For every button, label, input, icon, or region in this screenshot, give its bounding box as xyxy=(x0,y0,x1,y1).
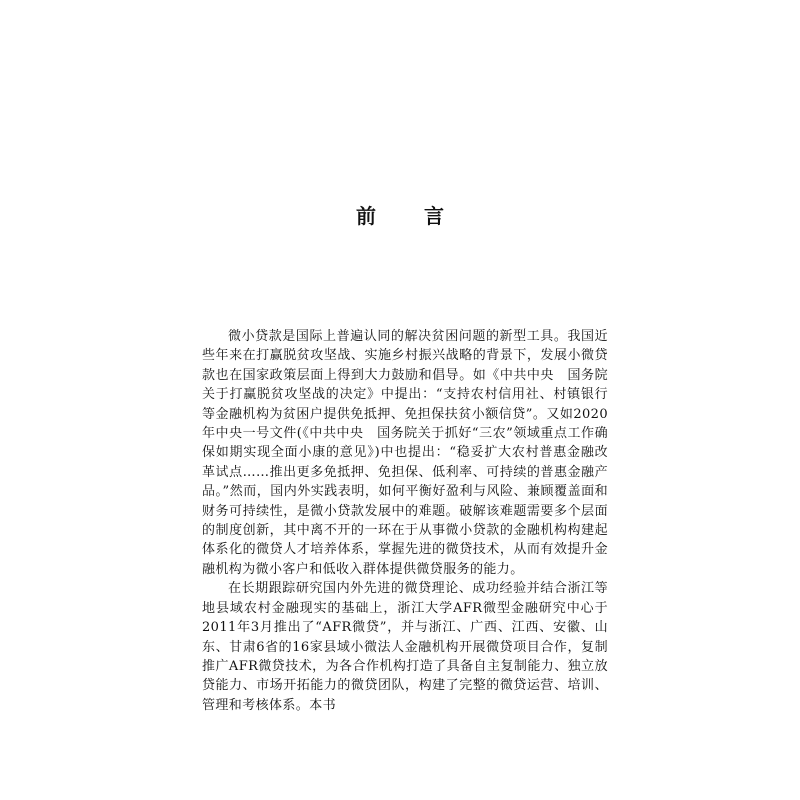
paragraph-1: 微小贷款是国际上普遍认同的解决贫困问题的新型工具。我国近些年来在打赢脱贫攻坚战、实施乡村振兴战略的背景下，发展小微贷款也在国家政策层面上得到大力鼓励和倡导。如《中共中央 国务院关于打赢脱贫攻坚战的决定》中提出：“支持农村信用社、村镇银行等金融机构为贫困户提供免抵押、免担保扶贫小额信贷”。又如2020年中央一号文件(《中共中央 国务院关于抓好“三农”领域重点工作确保如期实现全面小康的意见》)中也提出：“稳妥扩大农村普惠金融改革试点……推出更多免抵押、免担保、低利率、可持续的普惠金融产品。”然而，国内外实践表明，如何平衡好盈利与风险、兼顾覆盖面和财务可持续性，是微小贷款发展中的难题。破解该难题需要多个层面的制度创新，其中离不开的一环在于从事微小贷款的金融机构构建起体系化的微贷人才培养体系，掌握先进的微贷技术，从而有效提升金融机构为微小客户和低收入群体提供微贷服务的能力。 xyxy=(202,329,608,577)
page-title: 前 言 xyxy=(356,204,458,228)
body-text xyxy=(202,327,608,715)
paragraph-2: 在长期跟踪研究国内外先进的微贷理论、成功经验并结合浙江等地县域农村金融现实的基础上，浙江大学AFR微型金融研究中心于2011年3月推出了“AFR微贷”，并与浙江、广西、江西、安徽、山东、甘肃6省的16家县域小微法人金融机构开展微贷项目合作，复制推广AFR微贷技术，为各合作机构打造了具备自主复制能力、独立放贷能力、市场开拓能力的微贷团队，构建了完整的微贷运营、培训、管理和考核体系。本书 xyxy=(202,581,608,713)
